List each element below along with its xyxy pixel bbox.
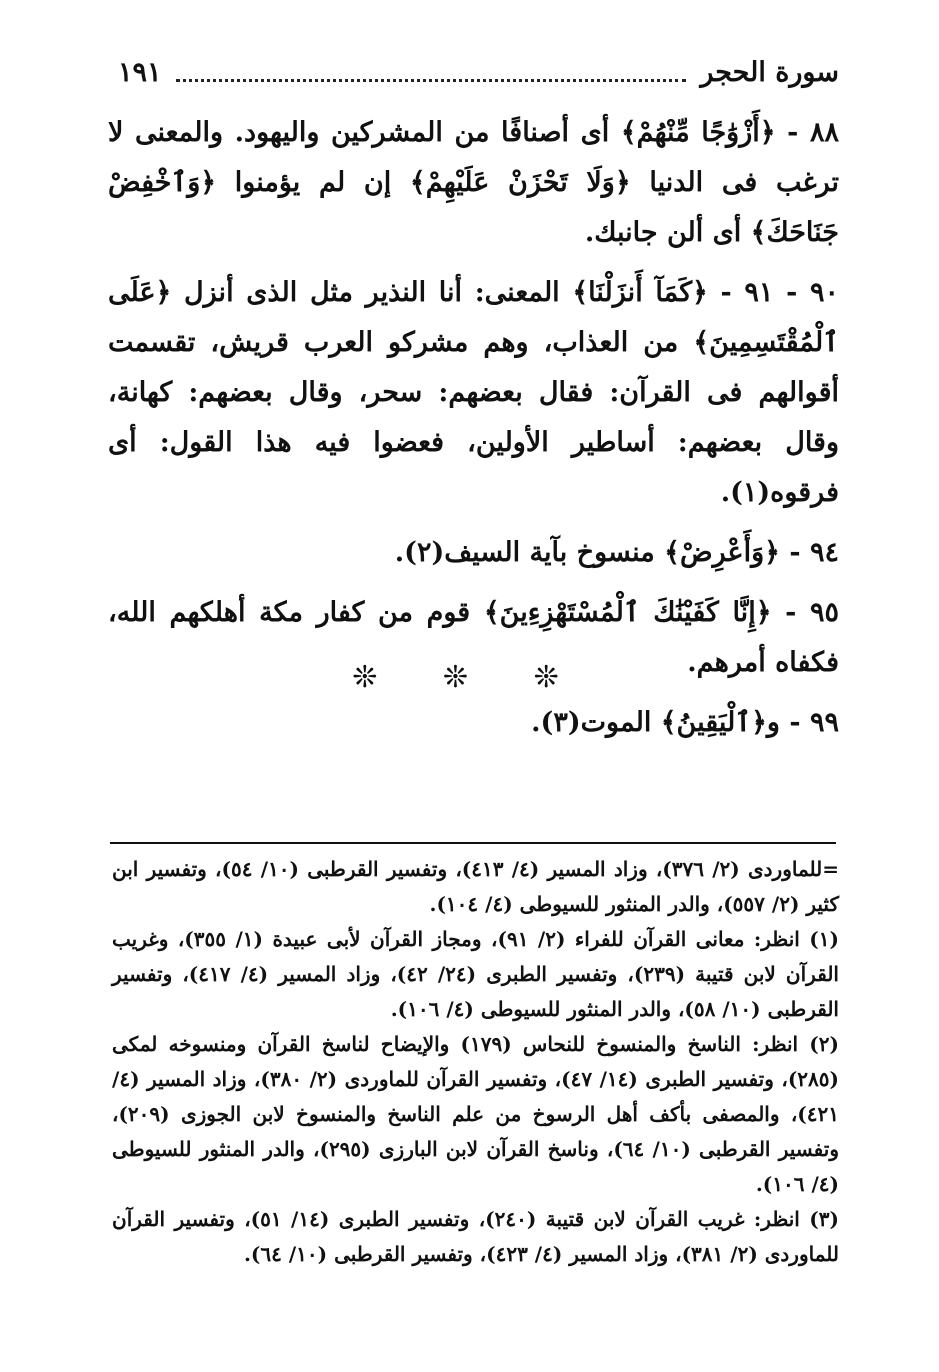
entry-verse-94: ٩٤ - ﴿وَأَعْرِضْ﴾ منسوخ بآية السيف(٢). bbox=[394, 537, 839, 568]
section-separator: ❊ ❊ ❊ bbox=[352, 660, 587, 695]
page-number: ١٩١ bbox=[118, 56, 162, 88]
footnote-rule bbox=[110, 842, 836, 844]
header-dot-leader bbox=[176, 63, 687, 82]
footnote-1: (١) انظر: معانى القرآن للفراء (٢/ ٩١)، ومجاز القرآن لأبى عبيدة (١/ ٣٥٥)، وغريب القرآن لابن قتيبة (٢٣٩)، وتفسير الطبرى (٢٤/ ٤٢)، وزاد المسير (٤/ ٤١٧)، وتفسير القرطبى (١٠/ ٥٨)، والدر المنثور للسيوطى (٤/ ١٠٦). bbox=[112, 927, 839, 1021]
entry-verse-99: ٩٩ - و﴿ٱلْيَقِينُ﴾ الموت(٣). bbox=[531, 707, 839, 738]
running-header bbox=[118, 52, 839, 92]
entry-verse-88: ٨٨ - ﴿أَزْوَٰجًا مِّنْهُمْ﴾ أى أصنافًا من المشركين واليهود. والمعنى لا ترغب فى الدنيا ﴿وَلَا تَحْزَنْ عَلَيْهِمْ﴾ إن لم يؤمنوا ﴿وَٱخْفِضْ جَنَاحَكَ﴾ أى ألن جانبك. bbox=[108, 117, 839, 248]
footnote-continuation: =للماوردى (٢/ ٣٧٦)، وزاد المسير (٤/ ٤١٣)، وتفسير القرطبى (١٠/ ٥٤)، وتفسير ابن كثير (٢/ ٥٥٧)، والدر المنثور للسيوطى (٤/ ١٠٤). bbox=[112, 857, 839, 916]
entry-verse-95: ٩٥ - ﴿إِنَّا كَفَيْنَٰكَ ٱلْمُسْتَهْزِءِينَ﴾ قوم من كفار مكة أهلكهم الله، فكفاه أمرهم. bbox=[108, 597, 839, 678]
surah-title: سورة الحجر bbox=[700, 56, 839, 88]
footnote-3: (٣) انظر: غريب القرآن لابن قتيبة (٢٤٠)، وتفسير الطبرى (١٤/ ٥١)، وتفسير القرآن للماوردى (٢/ ٣٨١)، وزاد المسير (٤/ ٤٢٣)، وتفسير القرطبى (١٠/ ٦٤). bbox=[112, 1207, 839, 1266]
footnote-2: (٢) انظر: الناسخ والمنسوخ للنحاس (١٧٩) والإيضاح لناسخ القرآن ومنسوخه لمكى (٢٨٥)، وتفسير الطبرى (١٤/ ٤٧)، وتفسير القرآن للماوردى (٢/ ٣٨٠)، وزاد المسير (٤/ ٤٢١)، والمصفى بأكف أهل الرسوخ من علم الناسخ والمنسوخ لابن الجوزى (٢٠٩)، وتفسير القرطبى (١٠/ ٦٤)، وناسخ القرآن لابن البارزى (٢٩٥)، والدر المنثور للسيوطى (٤/ ١٠٦). bbox=[112, 1032, 840, 1196]
footnotes bbox=[112, 852, 839, 1272]
entry-verse-90-91: ٩٠ - ٩١ - ﴿كَمَآ أَنزَلْنَا﴾ المعنى: أنا النذير مثل الذى أنزل ﴿عَلَى ٱلْمُقْتَسِمِينَ﴾ من العذاب، وهم مشركو العرب قريش، تقسمت أقوالهم فى القرآن: فقال بعضهم: سحر، وقال بعضهم: كهانة، وقال بعضهم: أساطير الأولين، فعضوا فيه هذا القول: أى فرقوه(١). bbox=[108, 277, 839, 508]
